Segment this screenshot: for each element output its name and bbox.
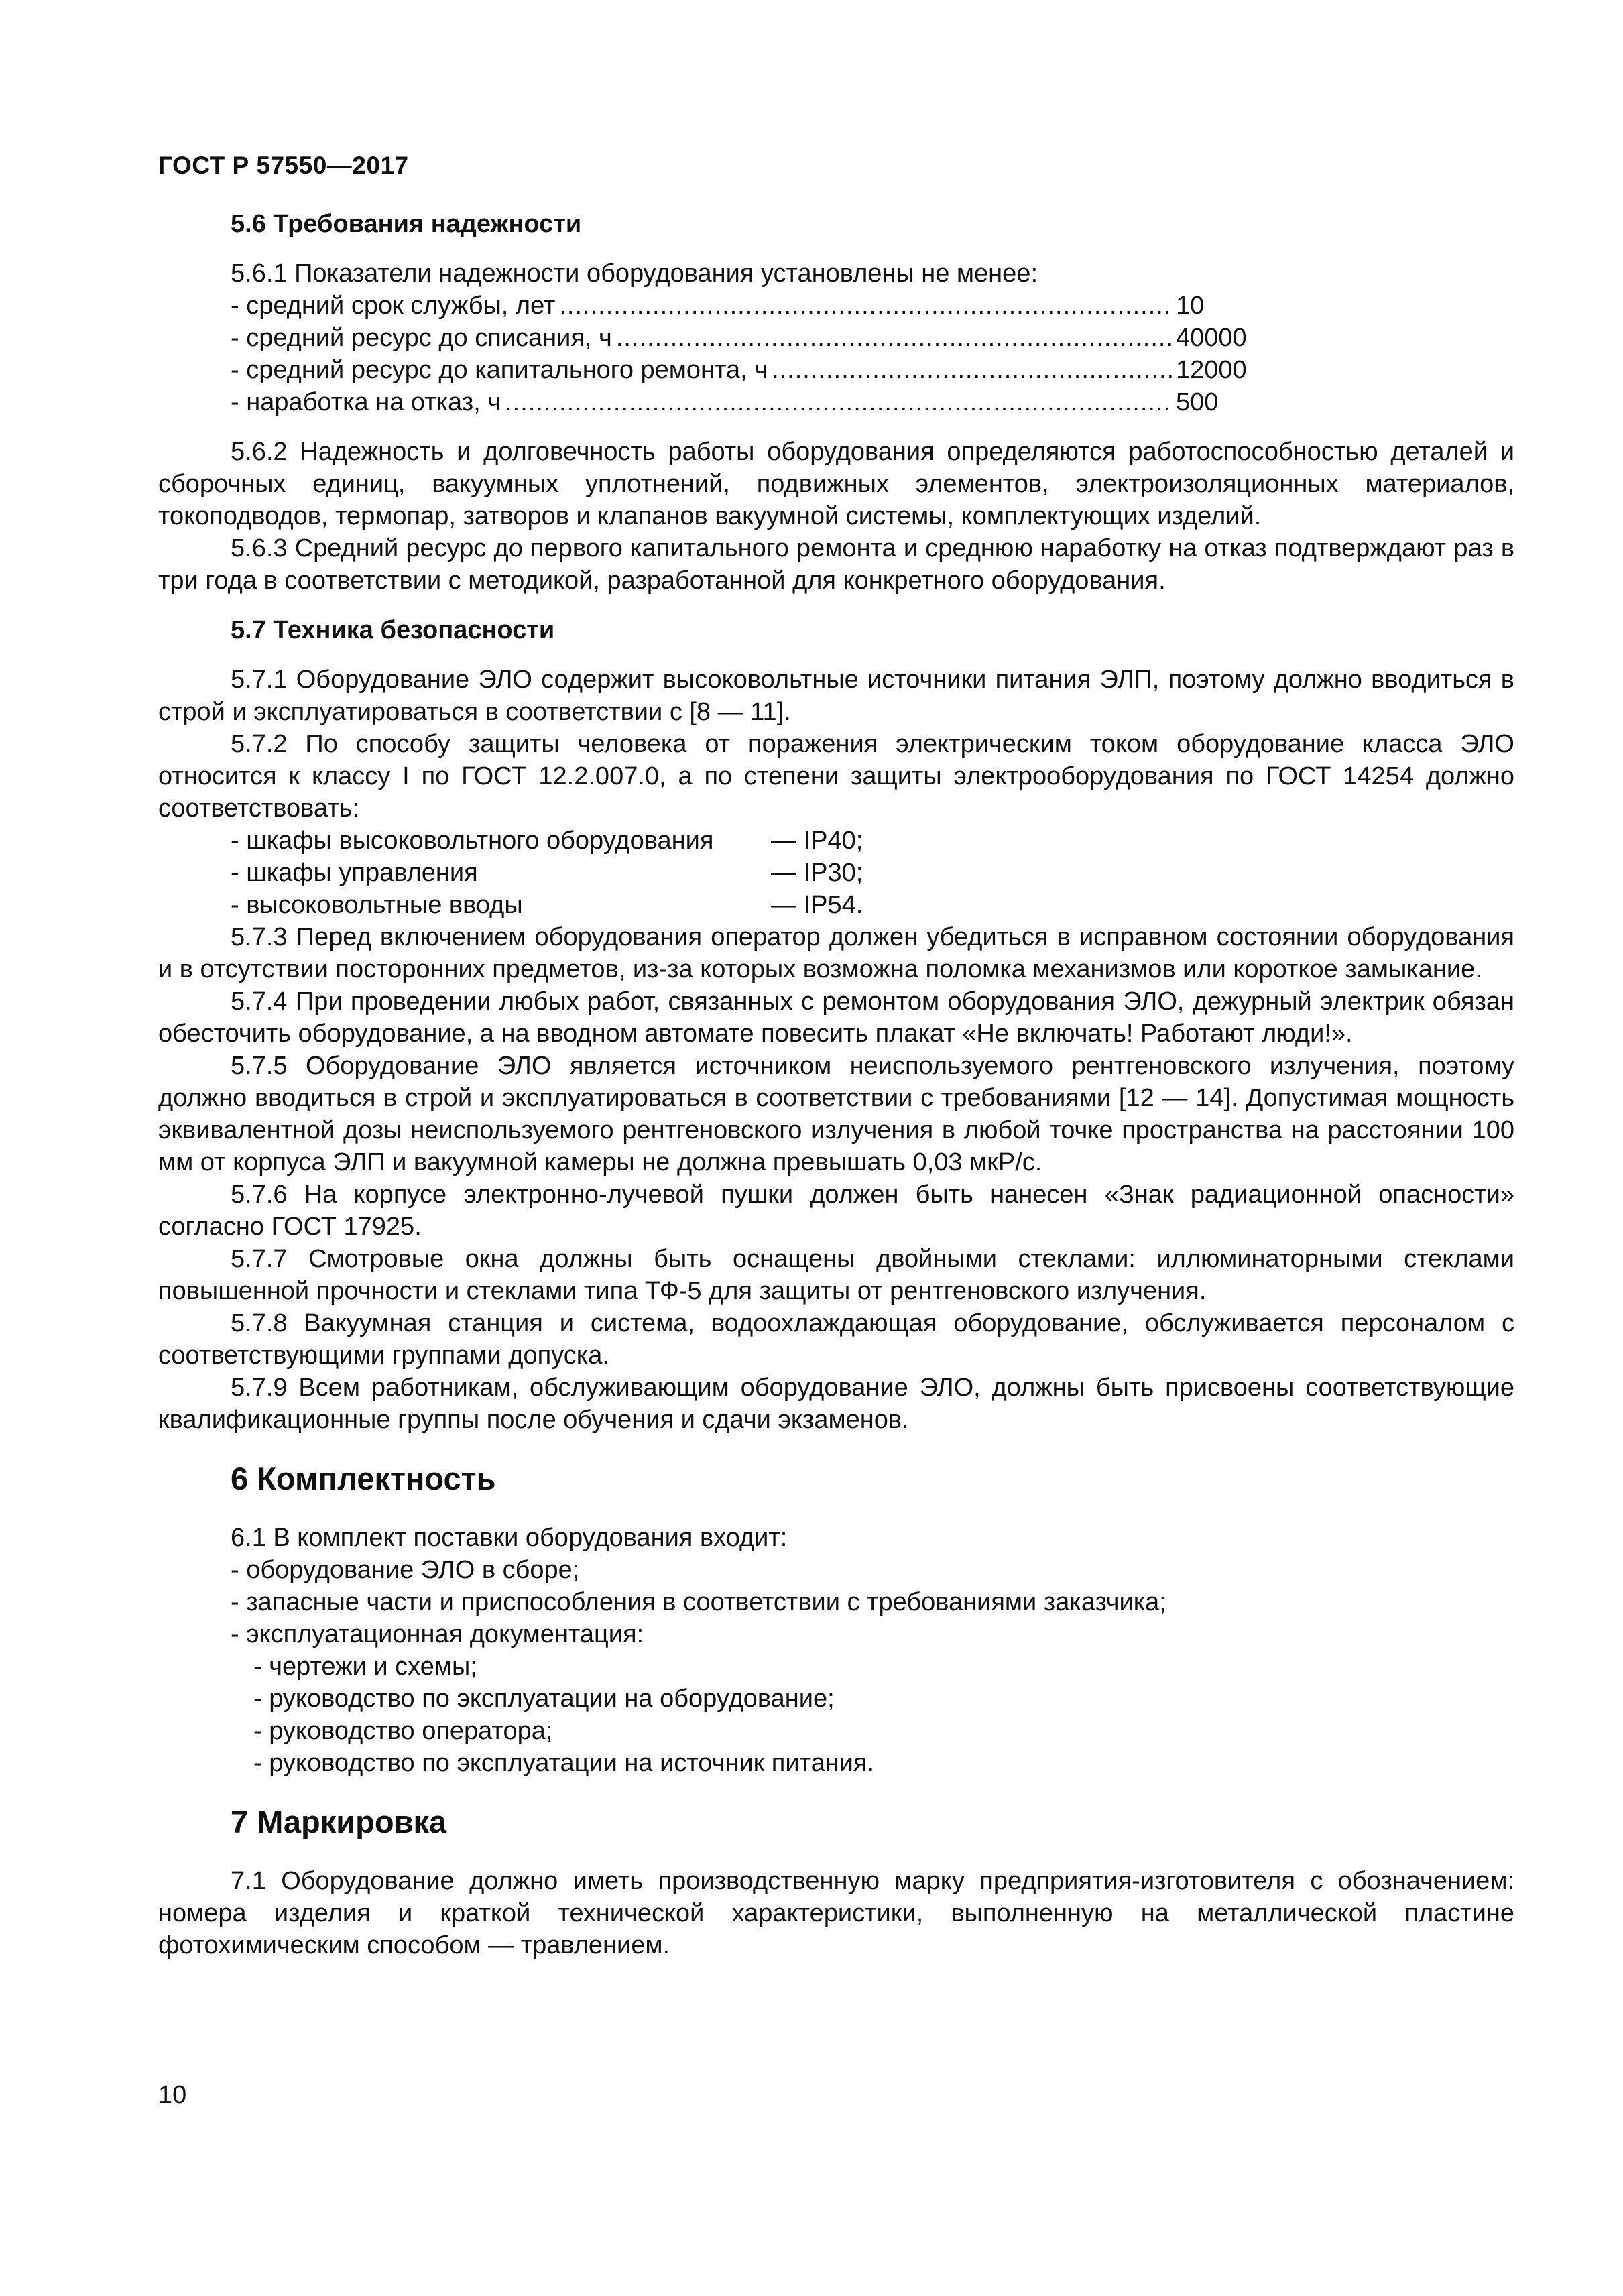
dot-leader [505, 386, 1172, 418]
dot-leader [559, 290, 1172, 322]
metric-label: - средний ресурс до списания, ч [231, 324, 612, 352]
reliability-metric-row [158, 354, 1256, 386]
reliability-metric-row [158, 386, 1256, 418]
protection-class-row [158, 857, 1514, 889]
dot-leader [616, 322, 1172, 354]
paragraph-7-1: 7.1 Оборудование должно иметь производственную марку предприятия-изготовителя с обозначением: номера изделия и краткой технической характеристики, выполненную на металлической пластине фотохимическим способом — травлением. [158, 1867, 1514, 1959]
paragraph-6-1-intro: 6.1 В комплект поставки оборудования входит: [231, 1524, 788, 1552]
metric-value: 10 [1176, 292, 1205, 320]
sub-list-item: - чертежи и схемы; [253, 1652, 477, 1681]
list-item: - запасные части и приспособления в соответствии с требованиями заказчика; [231, 1588, 1166, 1616]
paragraph-5-6-1-intro: 5.6.1 Показатели надежности оборудования установлены не менее: [231, 259, 1038, 288]
protection-item-label: - шкафы управления [231, 859, 478, 887]
paragraph-5-7-3: 5.7.3 Перед включением оборудования оператор должен убедиться в исправном состоянии оборудования и в отсутствии посторонних предметов, из-за которых возможна поломка механизмов или короткое замыкание. [158, 923, 1514, 983]
sub-list-item: - руководство по эксплуатации на источник питания. [253, 1749, 875, 1777]
protection-item-value: — IP30; [771, 859, 863, 887]
protection-class-row [158, 825, 1514, 857]
paragraph-5-7-4: 5.7.4 При проведении любых работ, связанных с ремонтом оборудования ЭЛО, дежурный электрик обязан обесточить оборудование, а на вводном автомате повесить плакат «Не включать! Работают люди!». [158, 987, 1514, 1048]
metric-value: 12000 [1176, 356, 1247, 384]
protection-class-row [158, 889, 1514, 921]
protection-item-label: - высоковольтные вводы [231, 891, 523, 919]
list-item: - эксплуатационная документация: [231, 1620, 644, 1648]
protection-item-value: — IP40; [771, 827, 863, 855]
paragraph-5-6-3: 5.6.3 Средний ресурс до первого капитального ремонта и среднюю наработку на отказ подтверждают раз в три года в соответствии с методикой, разработанной для конкретного оборудования. [158, 534, 1514, 595]
section-7-title: 7 Маркировка [231, 1804, 447, 1839]
paragraph-5-7-1: 5.7.1 Оборудование ЭЛО содержит высоковольтные источники питания ЭЛП, поэтому должно вводиться в строй и эксплуатироваться в соответствии с [8 — 11]. [158, 666, 1514, 726]
section-6-title: 6 Комплектность [231, 1461, 496, 1496]
metric-label: - наработка на отказ, ч [231, 388, 501, 416]
dot-leader [772, 354, 1172, 386]
paragraph-5-7-9: 5.7.9 Всем работникам, обслуживающим оборудование ЭЛО, должны быть присвоены соответствующие квалификационные группы после обучения и сдачи экзаменов. [158, 1374, 1514, 1434]
sub-list-item: - руководство оператора; [253, 1717, 553, 1745]
metric-label: - средний срок службы, лет [231, 292, 556, 320]
section-5-7-title: 5.7 Техника безопасности [231, 616, 555, 644]
metric-value: 40000 [1176, 324, 1247, 352]
protection-item-value: — IP54. [771, 891, 863, 919]
paragraph-5-7-7: 5.7.7 Смотровые окна должны быть оснащены двойными стеклами: иллюминаторными стеклами повышенной прочности и стеклами типа ТФ-5 для защиты от рентгеновского излучения. [158, 1245, 1514, 1305]
paragraph-5-6-2: 5.6.2 Надежность и долговечность работы оборудования определяются работоспособностью деталей и сборочных единиц, вакуумных уплотнений, подвижных элементов, электроизоляционных материалов, токоподводов, термопар, затворов и клапанов вакуумной системы, комплектующих изделий. [158, 438, 1514, 530]
metric-value: 500 [1176, 388, 1219, 416]
reliability-metric-row [158, 290, 1256, 322]
document-body [158, 208, 1514, 1961]
sub-list-item: - руководство по эксплуатации на оборудование; [253, 1685, 835, 1713]
page-number: 10 [158, 2081, 187, 2109]
protection-item-label: - шкафы высоковольтного оборудования [231, 827, 714, 855]
paragraph-5-7-8: 5.7.8 Вакуумная станция и система, водоохлаждающая оборудование, обслуживается персоналом с соответствующими группами допуска. [158, 1309, 1514, 1370]
document-header-id: ГОСТ Р 57550—2017 [158, 152, 409, 179]
paragraph-5-7-5: 5.7.5 Оборудование ЭЛО является источником неиспользуемого рентгеновского излучения, поэтому должно вводиться в строй и эксплуатироваться в соответствии с требованиями [12 — 14]. Допустимая мощность эквивалентной дозы неиспользуемого рентгеновского излучения в любой точке пространства на расстоянии 100 мм от корпуса ЭЛП и вакуумной камеры не должна превышать 0,03 мкР/с. [158, 1052, 1514, 1176]
list-item: - оборудование ЭЛО в сборе; [231, 1556, 580, 1584]
paragraph-5-7-6: 5.7.6 На корпусе электронно-лучевой пушки должен быть нанесен «Знак радиационной опасности» согласно ГОСТ 17925. [158, 1181, 1514, 1241]
metric-label: - средний ресурс до капитального ремонта, ч [231, 356, 768, 384]
section-5-6-title: 5.6 Требования надежности [231, 210, 582, 238]
paragraph-5-7-2: 5.7.2 По способу защиты человека от поражения электрическим током оборудование класса ЭЛО относится к классу I по ГОСТ 12.2.007.0, а по степени защиты электрооборудования по ГОСТ 14254 должно соответствовать: [158, 730, 1514, 823]
reliability-metric-row [158, 322, 1256, 354]
